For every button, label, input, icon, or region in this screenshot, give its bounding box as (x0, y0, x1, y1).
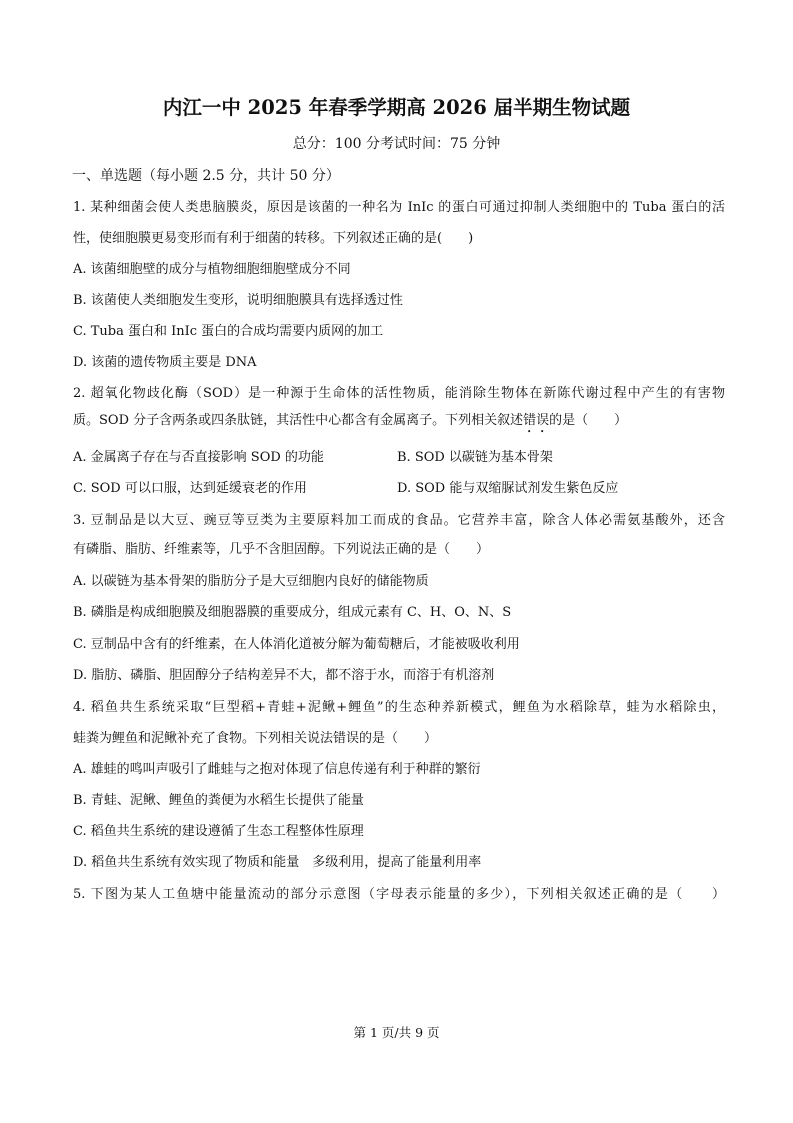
question-3-option-b: B. 磷脂是构成细胞膜及细胞器膜的重要成分，组成元素有 C、H、O、N、S (73, 605, 512, 620)
question-3-option-c: C. 豆制品中含有的纤维素，在人体消化道被分解为葡萄糖后，才能被吸收利用 (73, 637, 520, 652)
question-4-option-d: D. 稻鱼共生系统有效实现了物质和能量 多级利用，提高了能量利用率 (73, 855, 482, 870)
question-2-stem-line-2 (73, 411, 627, 436)
question-2-option-a: A. 金属离子存在与否直接影响 SOD 的功能 (73, 450, 324, 465)
question-1-stem-line-1: 1. 某种细菌会使人类患脑膜炎，原因是该菌的一种名为 InIc 的蛋白可通过抑制人类细胞中的 Tuba 蛋白的活 (73, 200, 725, 215)
question-3-option-a: A. 以碳链为基本骨架的脂肪分子是大豆细胞内良好的储能物质 (73, 574, 429, 589)
question-2-option-d: D. SOD 能与双缩脲试剂发生紫色反应 (397, 481, 619, 496)
question-1-option-b: B. 该菌使人类细胞发生变形，说明细胞膜具有选择透过性 (73, 293, 403, 308)
question-2-option-b: B. SOD 以碳链为基本骨架 (397, 450, 553, 465)
question-1-option-d: D. 该菌的遗传物质主要是 DNA (73, 355, 257, 370)
question-2-stem-line-1: 2. 超氧化物歧化酶（SOD）是一种源于生命体的活性物质，能消除生物体在新陈代谢过程中产生的有害物 (73, 386, 725, 401)
section-heading: 一、单选题（每小题 2.5 分，共计 50 分） (72, 168, 340, 184)
question-2-option-c: C. SOD 可以口服，达到延缓衰老的作用 (73, 481, 307, 496)
question-3-stem-line-2: 有磷脂、脂肪、纤维素等，几乎不含胆固醇。下列说法正确的是（ ） (73, 542, 490, 557)
question-4-option-c: C. 稻鱼共生系统的建设遵循了生态工程整体性原理 (73, 824, 364, 839)
question-1-option-c: C. Tuba 蛋白和 InIc 蛋白的合成均需要内质网的加工 (73, 324, 384, 339)
question-5-stem-line-1: 5. 下图为某人工鱼塘中能量流动的部分示意图（字母表示能量的多少），下列相关叙述正确的是（ ） (73, 887, 725, 902)
question-3-option-d: D. 脂肪、磷脂、胆固醇分子结构差异不大，都不溶于水，而溶于有机溶剂 (73, 668, 495, 683)
page-footer: 第 1 页/共 9 页 (353, 1025, 440, 1040)
exam-info: 总分：100 分考试时间：75 分钟 (292, 136, 501, 152)
question-4-stem-line-2: 蛙粪为鲤鱼和泥鳅补充了食物。下列相关说法错误的是（ ） (73, 731, 438, 746)
question-1-option-a: A. 该菌细胞壁的成分与植物细胞细胞壁成分不同 (73, 262, 351, 277)
question-1-stem-line-2: 性，使细胞膜更易变形而有利于细菌的转移。下列叙述正确的是( ) (73, 231, 474, 246)
emphasized-word: 错误 (523, 413, 550, 428)
question-4-stem-line-1: 4. 稻鱼共生系统采取“巨型稻+青蛙+泥鳅+鲤鱼”的生态种养新模式，鲤鱼为水稻除草，蛙为水稻除虫， (73, 700, 725, 715)
question-2-stem-text: 质。SOD 分子含两条或四条肽链，其活性中心都含有金属离子。下列相关叙述 (73, 413, 524, 428)
question-2-stem-end: 的是（ ） (549, 413, 628, 428)
question-3-stem-line-1: 3. 豆制品是以大豆、豌豆等豆类为主要原料加工而成的食品。它营养丰富，除含人体必需氨基酸外，还含 (73, 513, 725, 528)
page-title: 内江一中 2025 年春季学期高 2026 届半期生物试题 (162, 96, 631, 119)
question-4-option-b: B. 青蛙、泥鳅、鲤鱼的粪便为水稻生长提供了能量 (73, 793, 364, 808)
question-4-option-a: A. 雄蛙的鸣叫声吸引了雌蛙与之抱对体现了信息传递有利于种群的繁衍 (73, 762, 481, 777)
